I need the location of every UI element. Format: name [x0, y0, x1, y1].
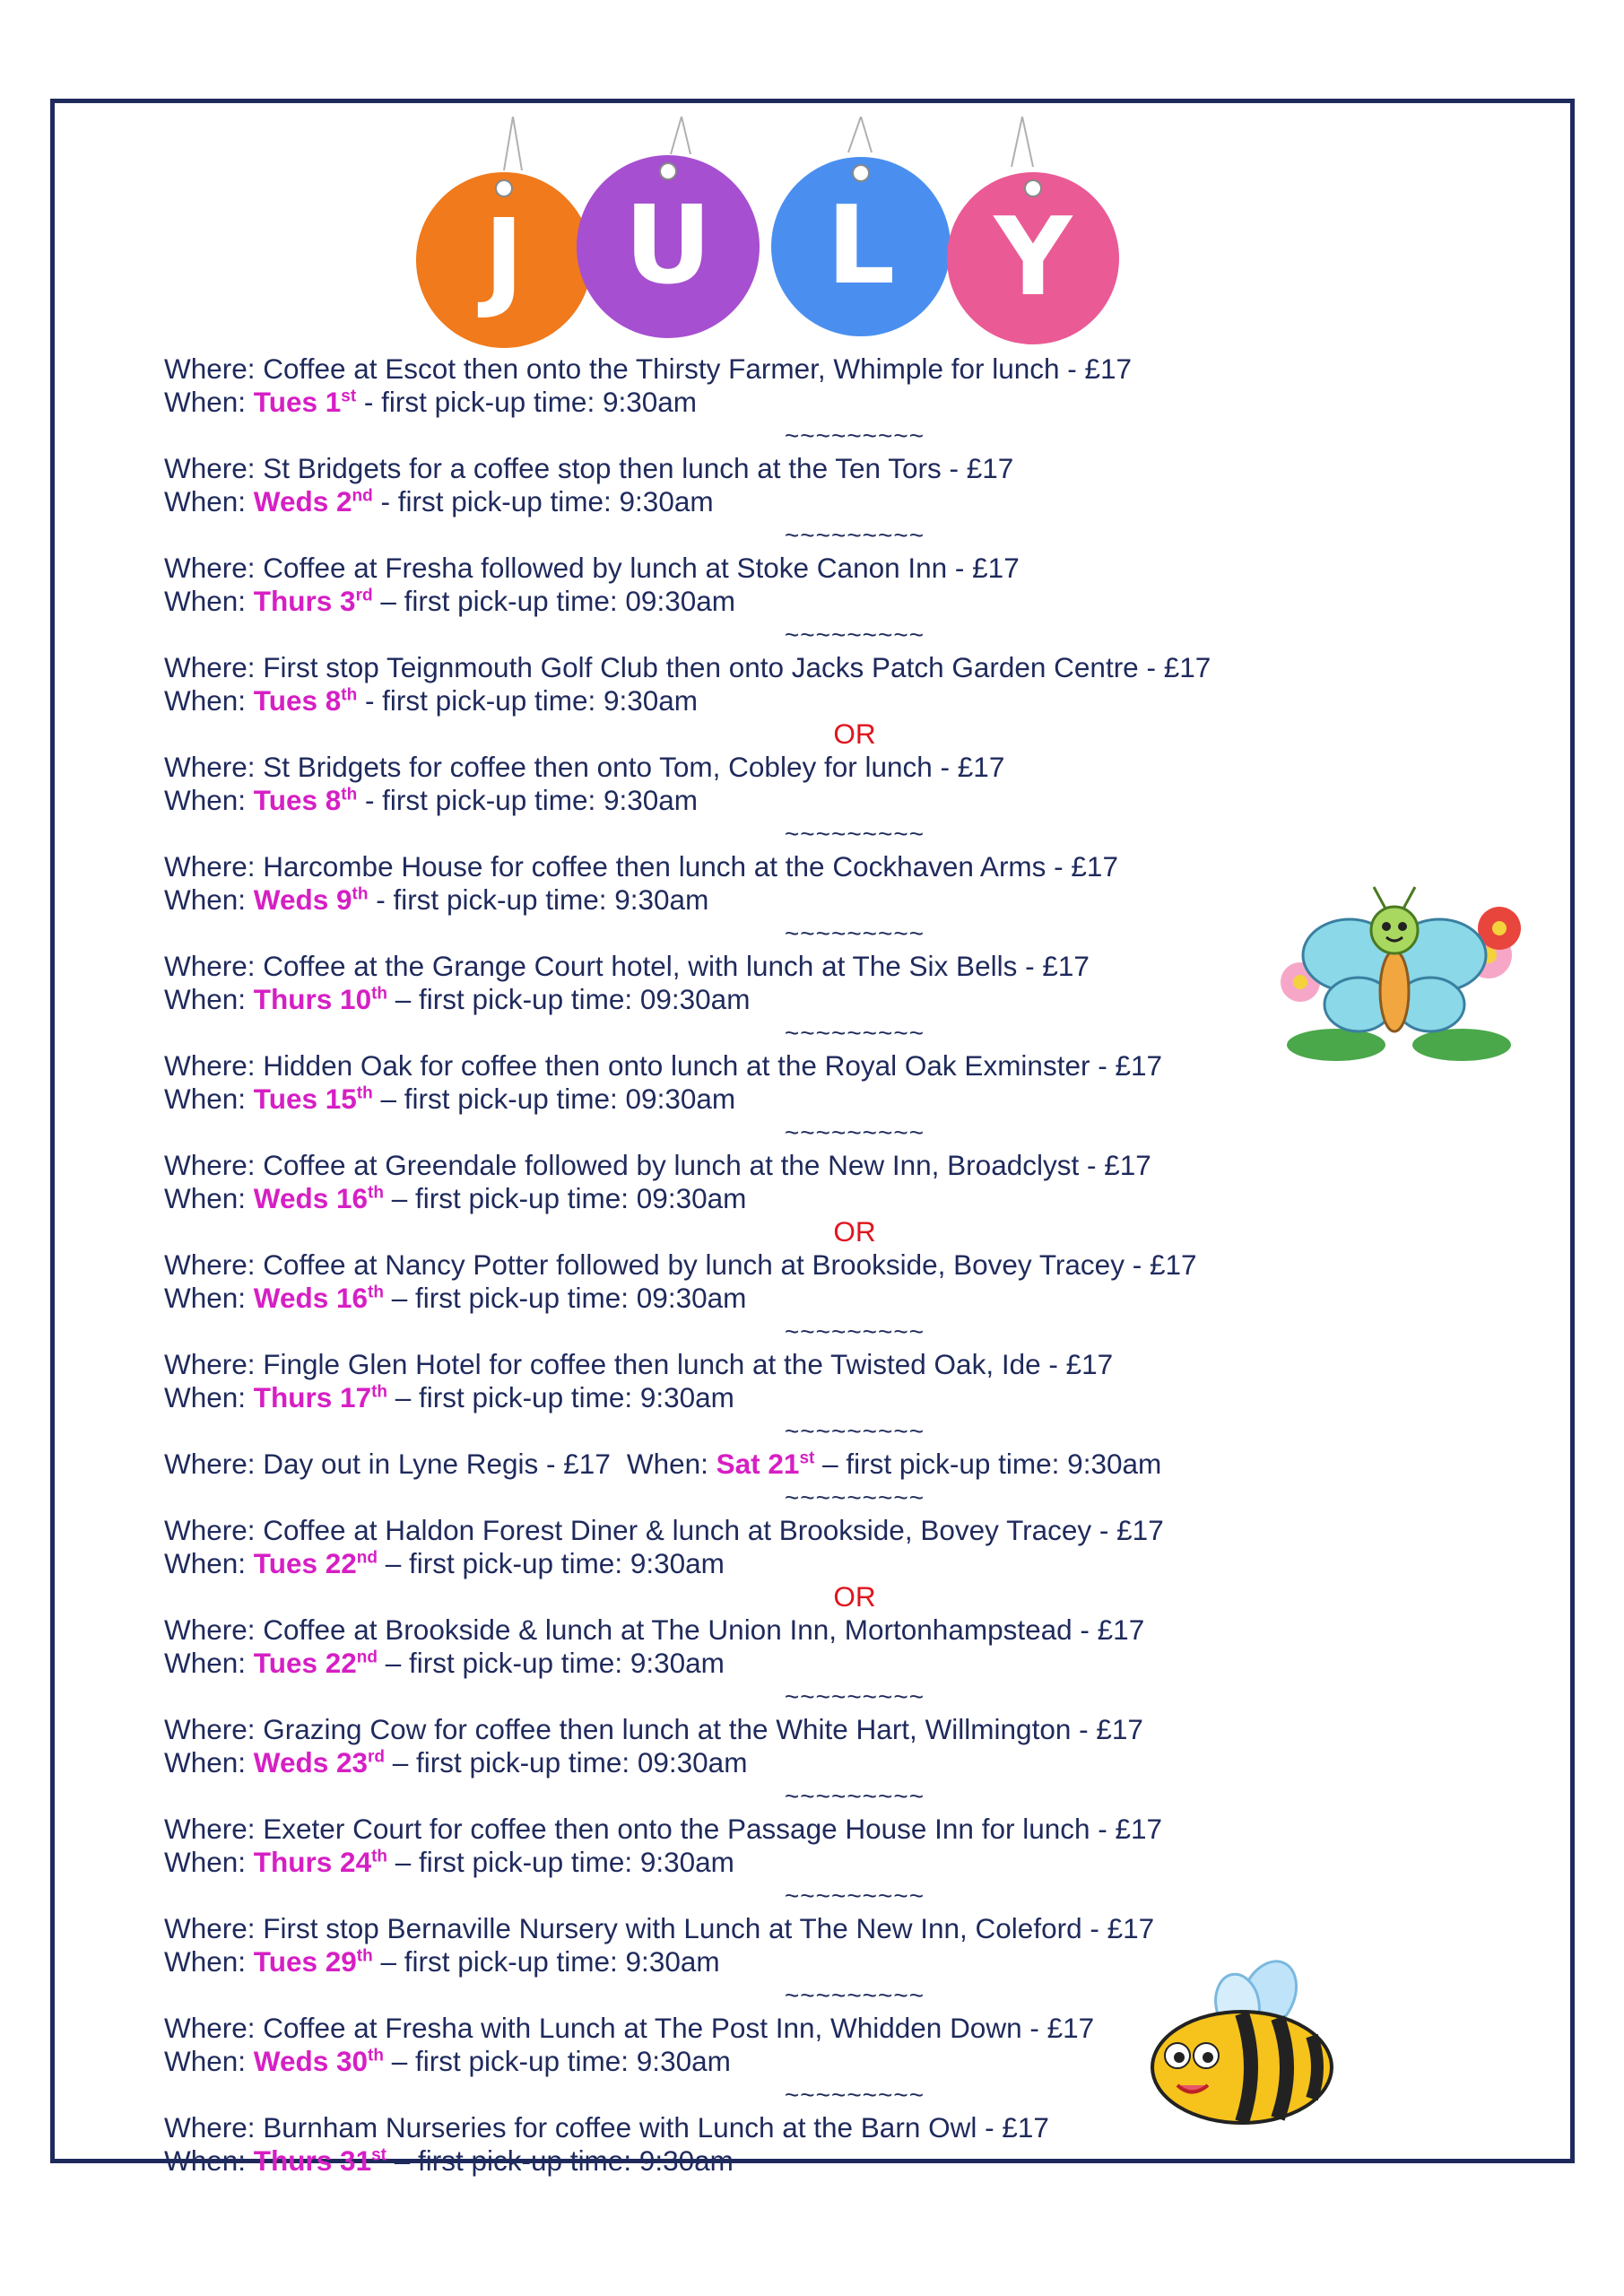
- event-time: – first pick-up time: 09:30am: [383, 1282, 747, 1314]
- event-where: Grazing Cow for coffee then lunch at the White Hart, Willmington - £17: [263, 1713, 1143, 1745]
- day-suffix: rd: [368, 1747, 386, 1767]
- event-where-line: [164, 452, 1563, 485]
- banner-ball-j: [416, 172, 592, 348]
- separator: ~~~~~~~~~: [784, 521, 925, 549]
- where-label: Where:: [164, 1149, 264, 1181]
- banner-letter: U: [624, 184, 712, 309]
- event-time: - first pick-up time: 9:30am: [368, 883, 709, 916]
- event-when-line: [164, 2144, 1563, 2178]
- when-label: When:: [164, 386, 254, 418]
- event-where: Coffee at Nancy Potter followed by lunch at Brookside, Bovey Tracey - £17: [263, 1248, 1197, 1281]
- event-day: Weds 23rd: [253, 1746, 386, 1779]
- banner-letter: L: [826, 184, 896, 309]
- event-where-line: [164, 1348, 1563, 1381]
- event-list: [164, 352, 1563, 2178]
- event-where-line: [164, 651, 1563, 684]
- ball-hole: [1025, 180, 1041, 196]
- day-suffix: st: [799, 1448, 815, 1468]
- event-day: Tues 1st: [253, 386, 357, 418]
- event-where-line: [164, 1049, 1563, 1083]
- event-line: [164, 1448, 1563, 1481]
- event-day: Thurs 31st: [253, 2144, 386, 2177]
- event-when-line: [164, 1381, 1563, 1414]
- day-suffix: th: [371, 1847, 388, 1866]
- event-time: – first pick-up time: 9:30am: [387, 1381, 734, 1413]
- event-item: [164, 950, 1563, 1016]
- event-where: Exeter Court for coffee then onto the Passage House Inn for lunch - £17: [263, 1813, 1163, 1845]
- event-where-line: [164, 352, 1563, 386]
- event-where-line: [164, 850, 1563, 883]
- day-suffix: nd: [352, 486, 373, 506]
- where-label: Where:: [164, 352, 264, 385]
- event-day: Weds 30th: [253, 2045, 384, 2077]
- event-where: Coffee at Fresha followed by lunch at Stoke Canon Inn - £17: [263, 552, 1020, 584]
- banner-strings: [504, 117, 1033, 170]
- where-label: Where:: [164, 1713, 264, 1745]
- or-divider: OR: [833, 1580, 876, 1613]
- event-item: [164, 1813, 1563, 1879]
- where-label: Where:: [164, 1912, 264, 1944]
- where-label: Where:: [164, 751, 264, 783]
- event-time: – first pick-up time: 9:30am: [387, 1846, 734, 1878]
- event-where: First stop Bernaville Nursery with Lunch at The New Inn, Coleford - £17: [263, 1912, 1155, 1944]
- event-time: – first pick-up time: 9:30am: [383, 2045, 731, 2077]
- event-when-line: [164, 485, 1563, 518]
- event-item: [164, 1149, 1563, 1215]
- event-day: Thurs 17th: [253, 1381, 388, 1413]
- event-when-line: [164, 1282, 1563, 1315]
- where-label: Where:: [164, 2111, 264, 2144]
- day-suffix: th: [356, 1946, 373, 1966]
- event-where: Coffee at Brookside & lunch at The Union Inn, Mortonhampstead - £17: [263, 1613, 1145, 1646]
- day-suffix: th: [352, 884, 369, 904]
- or-divider: OR: [833, 1215, 876, 1248]
- event-when-line: [164, 1945, 1563, 1979]
- separator: ~~~~~~~~~: [784, 621, 925, 648]
- event-day: Weds 16th: [253, 1182, 384, 1214]
- when-label: When:: [164, 1083, 254, 1115]
- event-where-line: [164, 1149, 1563, 1182]
- where-label: Where:: [164, 651, 264, 683]
- when-label: When:: [164, 1547, 254, 1579]
- day-suffix: th: [341, 785, 358, 804]
- when-label: When:: [164, 1846, 254, 1878]
- day-suffix: nd: [356, 1548, 378, 1568]
- day-suffix: th: [368, 1183, 384, 1203]
- event-when-line: [164, 1647, 1563, 1680]
- event-where: Fingle Glen Hotel for coffee then lunch at the Twisted Oak, Ide - £17: [263, 1348, 1114, 1380]
- separator: ~~~~~~~~~: [784, 1417, 925, 1445]
- separator: ~~~~~~~~~: [784, 1483, 925, 1511]
- event-when-line: [164, 784, 1563, 817]
- event-where-line: [164, 552, 1563, 585]
- where-label: Where:: [164, 1248, 264, 1281]
- event-item: [164, 1049, 1563, 1116]
- event-item: [164, 1448, 1563, 1481]
- separator: ~~~~~~~~~: [784, 820, 925, 848]
- where-label: Where:: [164, 1813, 264, 1845]
- separator: ~~~~~~~~~: [784, 1782, 925, 1810]
- event-when-line: [164, 386, 1563, 419]
- event-time: – first pick-up time: 9:30am: [386, 2144, 734, 2177]
- banner-letter: J: [483, 197, 525, 322]
- where-label: Where:: [164, 1049, 264, 1082]
- event-where-line: [164, 1713, 1563, 1746]
- event-where: Coffee at Greendale followed by lunch at the New Inn, Broadclyst - £17: [263, 1149, 1151, 1181]
- event-when-line: [164, 1846, 1563, 1879]
- event-day: Thurs 10th: [253, 983, 388, 1015]
- separator: ~~~~~~~~~: [784, 422, 925, 449]
- where-label: Where:: [164, 950, 264, 982]
- event-item: [164, 651, 1563, 718]
- event-day: Weds 2nd: [253, 485, 373, 517]
- where-label: Where:: [164, 1448, 264, 1480]
- where-label: Where:: [164, 1348, 264, 1380]
- when-label: When:: [626, 1448, 716, 1480]
- event-item: [164, 452, 1563, 518]
- banner-ball-l: [771, 157, 951, 336]
- event-where-line: [164, 950, 1563, 983]
- event-when-line: [164, 585, 1563, 618]
- event-day: Sat 21st: [716, 1448, 815, 1480]
- where-label: Where:: [164, 452, 264, 484]
- event-where: Burnham Nurseries for coffee with Lunch at the Barn Owl - £17: [263, 2111, 1049, 2144]
- event-when-line: [164, 1547, 1563, 1580]
- event-day: Weds 16th: [253, 1282, 384, 1314]
- event-when-line: [164, 983, 1563, 1016]
- event-where: St Bridgets for a coffee stop then lunch at the Ten Tors - £17: [263, 452, 1014, 484]
- where-label: Where:: [164, 850, 264, 883]
- event-day: Tues 22nd: [253, 1547, 378, 1579]
- banner-ball-y: [947, 172, 1119, 344]
- event-where: First stop Teignmouth Golf Club then onto Jacks Patch Garden Centre - £17: [263, 651, 1211, 683]
- when-label: When:: [164, 784, 254, 816]
- event-time: - first pick-up time: 9:30am: [356, 386, 698, 418]
- when-label: When:: [164, 1282, 254, 1314]
- event-time: - first pick-up time: 9:30am: [372, 485, 714, 517]
- separator: ~~~~~~~~~: [784, 1318, 925, 1345]
- day-suffix: th: [371, 1382, 388, 1402]
- event-where-line: [164, 2111, 1563, 2144]
- event-item: [164, 1713, 1563, 1779]
- when-label: When:: [164, 1746, 254, 1779]
- banner-ball-u: [577, 155, 760, 338]
- day-suffix: th: [356, 1083, 373, 1103]
- event-where-line: [164, 1613, 1563, 1647]
- event-time: – first pick-up time: 09:30am: [372, 585, 735, 617]
- event-item: [164, 1348, 1563, 1414]
- event-item: [164, 1613, 1563, 1680]
- event-item: [164, 751, 1563, 817]
- when-label: When:: [164, 485, 254, 517]
- when-label: When:: [164, 1945, 254, 1978]
- day-suffix: th: [368, 1283, 384, 1302]
- event-item: [164, 2111, 1563, 2178]
- event-time: – first pick-up time: 09:30am: [383, 1182, 747, 1214]
- ball-hole: [496, 180, 512, 196]
- day-suffix: th: [371, 984, 388, 1004]
- event-item: [164, 1912, 1563, 1979]
- event-day: Thurs 3rd: [253, 585, 373, 617]
- event-item: [164, 2012, 1563, 2078]
- separator: ~~~~~~~~~: [784, 1019, 925, 1047]
- event-where-line: [164, 751, 1563, 784]
- separator: ~~~~~~~~~: [784, 919, 925, 947]
- when-label: When:: [164, 983, 254, 1015]
- event-day: Tues 15th: [253, 1083, 373, 1115]
- when-label: When:: [164, 1182, 254, 1214]
- event-where: Harcombe House for coffee then lunch at the Cockhaven Arms - £17: [263, 850, 1118, 883]
- event-item: [164, 352, 1563, 419]
- event-where: Coffee at Fresha with Lunch at The Post Inn, Whidden Down - £17: [263, 2012, 1095, 2044]
- event-where: Coffee at the Grange Court hotel, with lunch at The Six Bells - £17: [263, 950, 1090, 982]
- day-suffix: th: [341, 685, 358, 705]
- event-when-line: [164, 2045, 1563, 2078]
- event-when-line: [164, 883, 1563, 917]
- event-time: – first pick-up time: 09:30am: [372, 1083, 736, 1115]
- event-when-line: [164, 684, 1563, 718]
- event-day: Thurs 24th: [253, 1846, 388, 1878]
- when-label: When:: [164, 585, 254, 617]
- separator: ~~~~~~~~~: [784, 1683, 925, 1710]
- event-item: [164, 1248, 1563, 1315]
- event-day: Weds 9th: [253, 883, 369, 916]
- where-label: Where:: [164, 1613, 264, 1646]
- event-where-line: [164, 1514, 1563, 1547]
- when-label: When:: [164, 2045, 254, 2077]
- event-item: [164, 1514, 1563, 1580]
- or-divider: OR: [833, 718, 876, 750]
- day-suffix: st: [341, 387, 357, 406]
- event-where: St Bridgets for coffee then onto Tom, Cobley for lunch - £17: [263, 751, 1005, 783]
- event-time: – first pick-up time: 9:30am: [378, 1547, 725, 1579]
- event-when-line: [164, 1182, 1563, 1215]
- separator: ~~~~~~~~~: [784, 1981, 925, 2009]
- event-time: – first pick-up time: 09:30am: [385, 1746, 748, 1779]
- day-suffix: rd: [355, 586, 373, 605]
- when-label: When:: [164, 883, 254, 916]
- event-time: – first pick-up time: 09:30am: [387, 983, 751, 1015]
- event-where-line: [164, 1248, 1563, 1282]
- when-label: When:: [164, 1381, 254, 1413]
- event-day: Tues 22nd: [253, 1647, 378, 1679]
- event-where: Hidden Oak for coffee then onto lunch at the Royal Oak Exminster - £17: [263, 1049, 1163, 1082]
- event-time: - first pick-up time: 9:30am: [357, 684, 699, 717]
- separator: ~~~~~~~~~: [784, 2081, 925, 2109]
- event-time: – first pick-up time: 9:30am: [814, 1448, 1162, 1480]
- event-where-line: [164, 1813, 1563, 1846]
- ball-hole: [660, 163, 676, 179]
- event-day: Tues 8th: [253, 684, 358, 717]
- event-time: – first pick-up time: 9:30am: [372, 1945, 720, 1978]
- event-when-line: [164, 1083, 1563, 1116]
- event-when-line: [164, 1746, 1563, 1779]
- event-item: [164, 850, 1563, 917]
- when-label: When:: [164, 1647, 254, 1679]
- event-where: Day out in Lyne Regis - £17: [263, 1448, 611, 1480]
- event-where: Coffee at Haldon Forest Diner & lunch at Brookside, Bovey Tracey - £17: [263, 1514, 1164, 1546]
- day-suffix: nd: [356, 1648, 378, 1667]
- banner-letter: Y: [994, 196, 1073, 320]
- july-banner: [395, 117, 1148, 350]
- event-day: Tues 8th: [253, 784, 358, 816]
- event-day: Tues 29th: [253, 1945, 373, 1978]
- ball-hole: [853, 165, 869, 181]
- event-where: Coffee at Escot then onto the Thirsty Farmer, Whimple for lunch - £17: [263, 352, 1133, 385]
- event-item: [164, 552, 1563, 618]
- when-label: When:: [164, 2144, 254, 2177]
- where-label: Where:: [164, 1514, 264, 1546]
- day-suffix: st: [371, 2145, 386, 2165]
- event-time: - first pick-up time: 9:30am: [357, 784, 699, 816]
- separator: ~~~~~~~~~: [784, 1882, 925, 1909]
- separator: ~~~~~~~~~: [784, 1118, 925, 1146]
- where-label: Where:: [164, 552, 264, 584]
- where-label: Where:: [164, 2012, 264, 2044]
- day-suffix: th: [368, 2046, 384, 2066]
- when-label: When:: [164, 684, 254, 717]
- event-time: – first pick-up time: 9:30am: [378, 1647, 725, 1679]
- event-where-line: [164, 1912, 1563, 1945]
- event-where-line: [164, 2012, 1563, 2045]
